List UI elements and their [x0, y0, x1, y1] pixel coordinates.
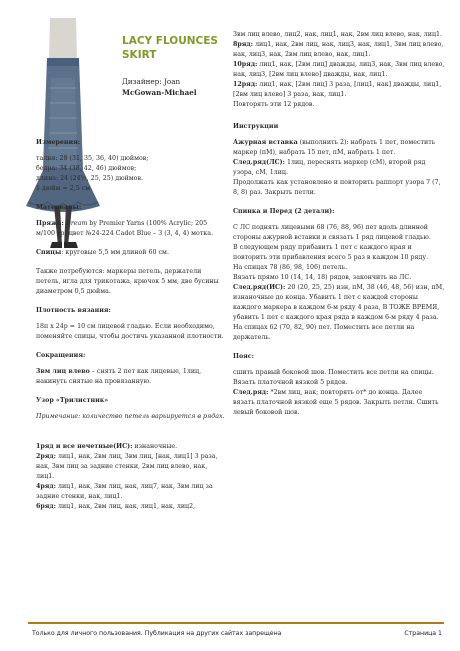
- decrease-row-text: 20 (20, 25, 25) изн, пМ, 38 (46, 48, 56) изн, пМ, изнаночные до конца. Убавить 1 пет с каждой стороны каждого маркера в каждом 6-м ряду 4 раза, В ТОЖЕ ВРЕМЯ, убавить 1 пет с каждого края ряда в каждом 6-м ряду 4 раза.: [233, 284, 445, 321]
- measure-waist: талия: 28 (31, 35, 36, 40) дюймов;: [36, 155, 149, 162]
- row-10-text: лиц1, нак, [2вм лиц] дважды, лиц3, нак, 3вм лиц влево, нак, лиц3, [2вм лиц влево] дважды, нак, лиц1.: [233, 61, 445, 78]
- row-10-label: 10ряд:: [233, 61, 258, 68]
- row-2-label: 2ряд:: [36, 453, 56, 460]
- row-4: [36, 482, 226, 502]
- row-1-label: 1ряд и все нечетные(ИС):: [36, 443, 133, 450]
- pattern-title: [122, 34, 232, 62]
- row-6-text: лиц1, нак, 2вм лиц, нак, лиц1, нак, лиц2,: [55, 503, 196, 510]
- row-12-text: лиц1, нак, [2вм лиц] 3 раза, [лиц1, нак] дважды, лиц1, [2вм лиц влево] 3 раза, нак, лиц1.: [233, 81, 442, 98]
- designer-credit: [122, 76, 232, 98]
- back-front-straight: Вязать прямо 10 (14, 14, 18) рядов, закончить на ЛС.: [233, 274, 412, 281]
- left-column: [36, 138, 226, 512]
- designer-name: McGowan-Michael: [122, 88, 197, 97]
- measure-length: длина: 24 (24½, 25, 25) дюймов.: [36, 175, 144, 182]
- row-12: [233, 80, 445, 100]
- materials-heading: Материалы:: [36, 204, 82, 211]
- notions-text: Также потребуются: маркеры петель, держатели петель, игла для трикотажа, крючок 5 мм, две бусины диаметром 0,5 дюйма.: [36, 268, 219, 295]
- abbreviation-text: [36, 367, 226, 387]
- pattern-heading: Узор «Трилистник»: [36, 397, 109, 404]
- gauge-heading: Плотность вязания:: [36, 307, 111, 314]
- row-4-text: лиц1, нак, 3вм лиц, нак, лиц7, нак, 3вм лиц за задние стенки, нак, лиц1.: [36, 483, 213, 500]
- final-count: На спицах 62 (70, 82, 90) пет. Поместить все петли на держатель.: [233, 324, 415, 341]
- yarn-brand: Dream: [65, 220, 88, 227]
- back-front-pickup: С ЛС поднять лицевыми 68 (76, 88, 96) пет вдоль длинной стороны ажурной вставки и связать 1 ряд лицевой гладью.: [233, 224, 431, 241]
- designer-label: Дизайнер: Joan: [122, 77, 181, 86]
- row-1: [36, 442, 226, 452]
- lace-next-row-text: 1лиц, переснять маркер (сМ), второй ряд узора, сМ, 1лиц.: [233, 159, 426, 176]
- yarn-detail: by Premier Yarns (100% Acrylic; 205 м/100 гр) цвет №24-224 Cadet Blue – 3 (3, 4, 4) мотка.: [36, 220, 214, 237]
- row-8-label: 8ряд:: [233, 41, 253, 48]
- row-6: [36, 502, 226, 512]
- row-12-label: 12ряд:: [233, 81, 258, 88]
- repeat-text: Повторять эти 12 рядов.: [233, 101, 315, 108]
- lace-continue: Продолжать как установлено и повторить раппорт узора 7 (7, 8, 8) раз. Закрыть петли.: [233, 179, 441, 196]
- gauge-text: 18п х 24р = 10 см лицевой гладью. Если необходимо, поменяйте спицы, чтобы достичь указанной плотности.: [36, 323, 224, 340]
- row-8-text: лиц1, нак, 2вм лиц, нак, лиц3, нак, лиц1, 3вм лиц влево, нак, лиц3, нак, 2вм лиц влево, нак, лиц1.: [233, 41, 444, 58]
- lace-insert: [233, 138, 445, 158]
- needles-label: Спицы: [36, 249, 62, 256]
- abbreviations-heading: Сокращения:: [36, 352, 86, 359]
- row-6-continued: 3вм лиц влево, лиц2, нак, лиц1, нак, 2вм лиц влево, нак, лиц1.: [233, 31, 443, 38]
- waistband-text: [233, 368, 445, 418]
- lace-insert-text: (выполнить 2): набрать 1 пет, поместить маркер (пМ), набрать 15 пет, пМ, набрать 1 пет.: [233, 139, 436, 156]
- row-10: [233, 60, 445, 80]
- abbreviation-term: 3вм лиц влево: [36, 368, 90, 375]
- abbreviation-definition: – снять 2 пет как лицевые, 1лиц, накинуть снятые на провязанную.: [36, 368, 202, 385]
- footer-notice: Только для личного пользования. Публикация на других сайтах запрещена: [32, 630, 282, 637]
- back-front-heading: Спинка и Перед (2 детали):: [233, 208, 335, 215]
- decrease-row-label: След.ряд(ИС):: [233, 284, 286, 291]
- waistband-next-text: *2вм лиц, нак; повторять от* до конца. Далее вязать платочной вязкой еще 5 рядов. Закрыть петли. Сшить левый боковой шов.: [233, 389, 439, 416]
- row-6-label: 6ряд:: [36, 503, 56, 510]
- row-2: [36, 452, 226, 482]
- waistband-heading: Пояс:: [233, 353, 254, 360]
- right-column: [233, 30, 445, 427]
- row-1-text: изнаночные.: [132, 443, 178, 450]
- back-front-count: На спицах 78 (86, 98, 106) петель.: [233, 264, 348, 271]
- measure-inch: 1 дюйм = 2,5 см.: [36, 185, 93, 192]
- title-line-2: SKIRT: [122, 49, 157, 61]
- lace-next-row: [233, 158, 445, 178]
- pattern-note: Примечание: количество петель варьируется в рядах.: [36, 413, 225, 420]
- waistband-seam: сшить правый боковой шов. Поместить все петли на спицы. Вязать платочной вязкой 5 рядов.: [233, 369, 434, 386]
- waistband-next-label: След.ряд:: [233, 389, 269, 396]
- measure-hips: бедра: 34 (38, 42, 46) дюймов;: [36, 165, 137, 172]
- lace-next-row-label: След.ряд(ЛС):: [233, 159, 285, 166]
- yarn-text: [36, 219, 226, 239]
- yarn-label: Пряжа:: [36, 220, 64, 227]
- needles-text: [36, 248, 226, 258]
- back-front-text: [233, 223, 445, 343]
- row-8: [233, 40, 445, 60]
- footer: [32, 630, 442, 637]
- needles-detail: : круговые 5,5 мм длиной 60 см.: [61, 249, 169, 256]
- row-4-label: 4ряд:: [36, 483, 56, 490]
- footer-divider: [28, 622, 444, 624]
- measurements-list: [36, 154, 226, 194]
- row-2-text: лиц1, нак, 2вм лиц, 3вм лиц, [нак, лиц1] 3 раза, нак, 3вм лиц за задние стенки, 2вм лиц влево, нак, лиц1.: [36, 453, 218, 480]
- back-front-increases: В следующем ряду прибавить 1 пет с каждого края и повторить эти прибавления всего 5 раз в каждом 10 ряду.: [233, 244, 429, 261]
- page-number: Страница 1: [404, 630, 442, 637]
- instructions-heading: Инструкции: [233, 123, 279, 130]
- measurements-heading: Измерения:: [36, 139, 81, 146]
- title-line-1: LACY FLOUNCES: [122, 35, 218, 47]
- lace-insert-label: Ажурная вставка: [233, 139, 298, 146]
